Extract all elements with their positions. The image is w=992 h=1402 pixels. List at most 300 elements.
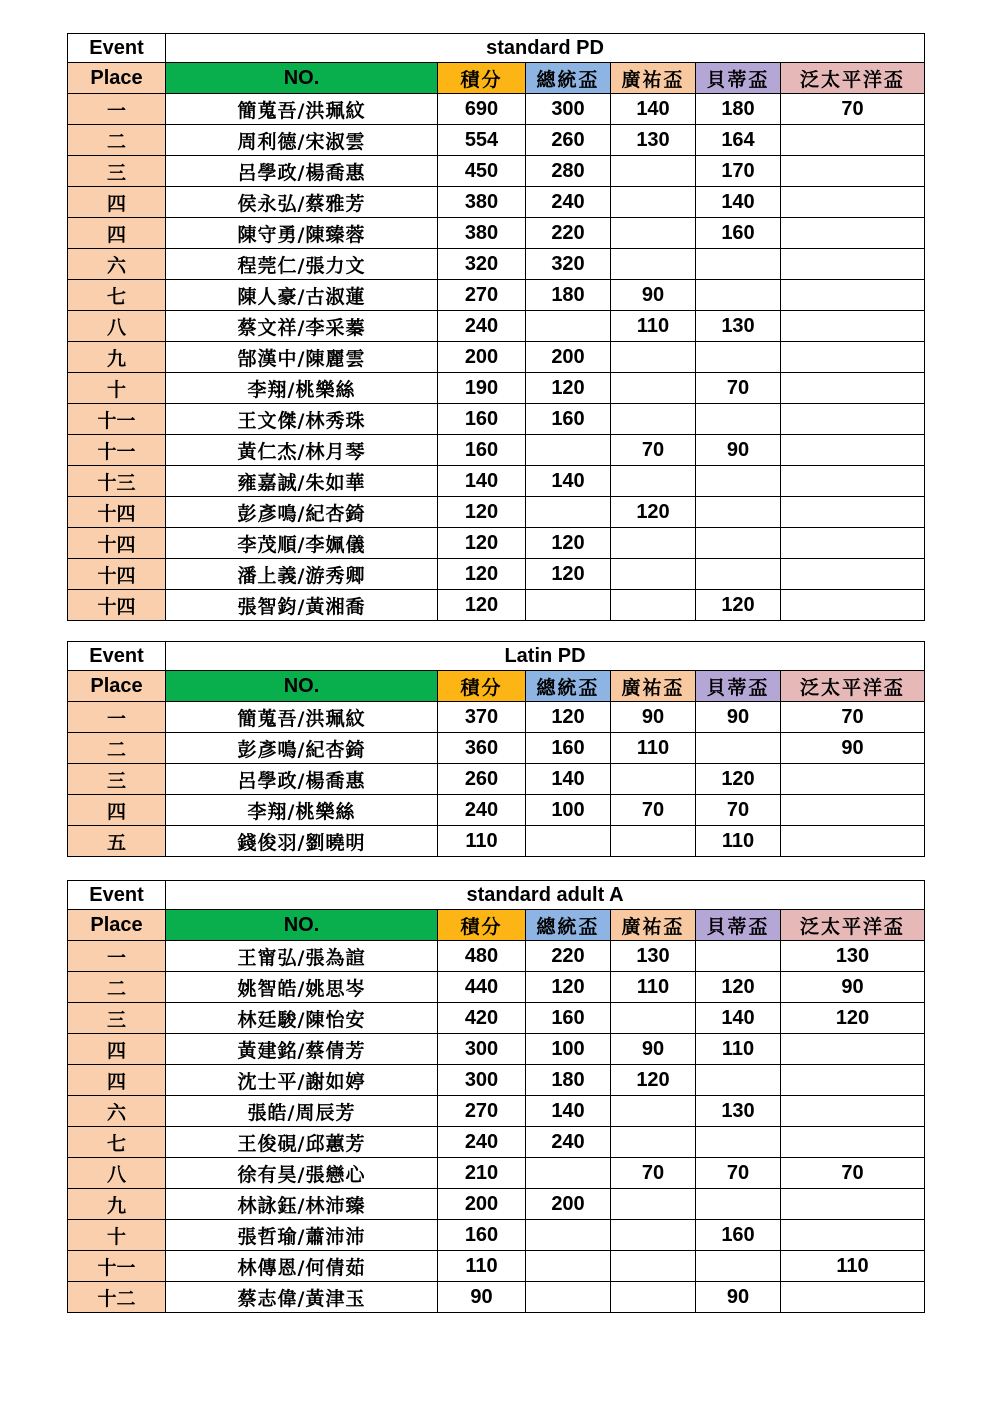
total-points-cell: 160 (438, 404, 526, 435)
couple-name-cell: 雍嘉誠/朱如華 (166, 466, 438, 497)
couple-name-cell: 彭彥鳴/紀杏錡 (166, 497, 438, 528)
guangyou-cup-cell: 110 (611, 733, 696, 764)
fantai-cup-cell (781, 795, 925, 826)
table-row (68, 702, 925, 733)
guangyou-cup-cell: 90 (611, 1034, 696, 1065)
table-row (68, 1065, 925, 1096)
total-points-cell: 300 (438, 1065, 526, 1096)
total-points-header: 積分 (438, 63, 526, 94)
zongtong-cup-cell: 120 (526, 528, 611, 559)
fantai-cup-cell (781, 280, 925, 311)
zongtong-cup-header: 總統盃 (526, 63, 611, 94)
guangyou-cup-cell: 120 (611, 497, 696, 528)
table-row (68, 1127, 925, 1158)
guangyou-cup-header: 廣祐盃 (611, 671, 696, 702)
beidi-cup-cell: 180 (696, 94, 781, 125)
header-row (68, 63, 925, 94)
couple-name-cell: 黃仁杰/林月琴 (166, 435, 438, 466)
place-cell: 二 (68, 972, 166, 1003)
guangyou-cup-cell (611, 559, 696, 590)
fantai-cup-cell (781, 466, 925, 497)
place-cell: 八 (68, 311, 166, 342)
guangyou-cup-cell: 120 (611, 1065, 696, 1096)
event-row (68, 881, 925, 910)
couple-name-cell: 潘上義/游秀卿 (166, 559, 438, 590)
event-label: Event (68, 642, 166, 671)
table-row (68, 826, 925, 857)
beidi-cup-cell (696, 404, 781, 435)
standings-table (67, 880, 925, 1313)
place-cell: 十二 (68, 1282, 166, 1313)
fantai-cup-cell (781, 1282, 925, 1313)
total-points-cell: 300 (438, 1034, 526, 1065)
couple-name-cell: 黃建銘/蔡倩芳 (166, 1034, 438, 1065)
total-points-cell: 120 (438, 528, 526, 559)
couple-name-cell: 王俊硯/邱蕙芳 (166, 1127, 438, 1158)
total-points-cell: 380 (438, 187, 526, 218)
beidi-cup-cell: 160 (696, 218, 781, 249)
zongtong-cup-cell (526, 1158, 611, 1189)
table-row (68, 528, 925, 559)
zongtong-cup-cell (526, 1220, 611, 1251)
place-cell: 一 (68, 941, 166, 972)
fantai-cup-cell (781, 497, 925, 528)
fantai-cup-cell (781, 826, 925, 857)
place-cell: 二 (68, 125, 166, 156)
beidi-cup-cell: 120 (696, 972, 781, 1003)
total-points-cell: 270 (438, 1096, 526, 1127)
beidi-cup-cell: 90 (696, 435, 781, 466)
zongtong-cup-cell: 140 (526, 764, 611, 795)
table-row (68, 187, 925, 218)
place-cell: 十四 (68, 590, 166, 621)
fantai-cup-cell (781, 1127, 925, 1158)
fantai-cup-cell (781, 125, 925, 156)
standings-table (67, 33, 925, 621)
place-cell: 十一 (68, 404, 166, 435)
total-points-cell: 210 (438, 1158, 526, 1189)
place-cell: 九 (68, 342, 166, 373)
zongtong-cup-cell: 260 (526, 125, 611, 156)
couple-name-cell: 郜漢中/陳麗雲 (166, 342, 438, 373)
guangyou-cup-header: 廣祐盃 (611, 910, 696, 941)
fantai-cup-cell (781, 528, 925, 559)
zongtong-cup-cell: 120 (526, 373, 611, 404)
fantai-cup-cell (781, 1065, 925, 1096)
fantai-cup-cell: 110 (781, 1251, 925, 1282)
beidi-cup-cell: 130 (696, 1096, 781, 1127)
table-row (68, 941, 925, 972)
place-cell: 十三 (68, 466, 166, 497)
place-header: Place (68, 63, 166, 94)
place-cell: 十四 (68, 528, 166, 559)
beidi-cup-header: 貝蒂盃 (696, 63, 781, 94)
beidi-cup-cell: 140 (696, 187, 781, 218)
place-cell: 六 (68, 1096, 166, 1127)
fantai-cup-cell: 70 (781, 702, 925, 733)
total-points-cell: 120 (438, 590, 526, 621)
place-cell: 四 (68, 218, 166, 249)
table-row (68, 1220, 925, 1251)
guangyou-cup-cell: 130 (611, 125, 696, 156)
place-cell: 五 (68, 826, 166, 857)
place-cell: 七 (68, 280, 166, 311)
guangyou-cup-cell (611, 1003, 696, 1034)
fantai-cup-cell (781, 373, 925, 404)
zongtong-cup-cell: 100 (526, 1034, 611, 1065)
guangyou-cup-cell: 130 (611, 941, 696, 972)
fantai-cup-cell: 90 (781, 733, 925, 764)
total-points-cell: 450 (438, 156, 526, 187)
beidi-cup-cell: 90 (696, 702, 781, 733)
guangyou-cup-cell (611, 404, 696, 435)
guangyou-cup-cell (611, 528, 696, 559)
couple-name-cell: 陳守勇/陳臻蓉 (166, 218, 438, 249)
zongtong-cup-cell (526, 590, 611, 621)
table-row (68, 795, 925, 826)
beidi-cup-cell: 70 (696, 795, 781, 826)
no-header: NO. (166, 63, 438, 94)
table-row (68, 249, 925, 280)
place-cell: 三 (68, 764, 166, 795)
table-row (68, 342, 925, 373)
table-row (68, 1003, 925, 1034)
guangyou-cup-cell: 90 (611, 702, 696, 733)
guangyou-cup-cell (611, 590, 696, 621)
fantai-cup-cell: 90 (781, 972, 925, 1003)
zongtong-cup-cell: 140 (526, 466, 611, 497)
no-header: NO. (166, 910, 438, 941)
guangyou-cup-cell (611, 1096, 696, 1127)
beidi-cup-cell (696, 497, 781, 528)
total-points-cell: 120 (438, 497, 526, 528)
fantai-cup-cell (781, 249, 925, 280)
total-points-cell: 160 (438, 1220, 526, 1251)
beidi-cup-cell: 90 (696, 1282, 781, 1313)
total-points-cell: 554 (438, 125, 526, 156)
total-points-cell: 90 (438, 1282, 526, 1313)
beidi-cup-cell: 70 (696, 373, 781, 404)
place-cell: 四 (68, 187, 166, 218)
guangyou-cup-cell: 70 (611, 795, 696, 826)
place-cell: 二 (68, 733, 166, 764)
guangyou-cup-cell (611, 218, 696, 249)
place-cell: 三 (68, 1003, 166, 1034)
zongtong-cup-cell: 120 (526, 702, 611, 733)
place-cell: 十四 (68, 559, 166, 590)
zongtong-cup-cell: 160 (526, 733, 611, 764)
fantai-cup-header: 泛太平洋盃 (781, 671, 925, 702)
couple-name-cell: 林傳恩/何倩茹 (166, 1251, 438, 1282)
place-cell: 十 (68, 373, 166, 404)
beidi-cup-header: 貝蒂盃 (696, 671, 781, 702)
beidi-cup-cell (696, 1251, 781, 1282)
place-cell: 四 (68, 795, 166, 826)
couple-name-cell: 簡蒐吾/洪珮紋 (166, 702, 438, 733)
table-row (68, 1189, 925, 1220)
fantai-cup-cell: 120 (781, 1003, 925, 1034)
place-cell: 十四 (68, 497, 166, 528)
beidi-cup-cell: 140 (696, 1003, 781, 1034)
zongtong-cup-cell (526, 1282, 611, 1313)
fantai-cup-cell (781, 311, 925, 342)
zongtong-cup-cell: 120 (526, 972, 611, 1003)
table-row (68, 497, 925, 528)
fantai-cup-cell (781, 218, 925, 249)
total-points-cell: 260 (438, 764, 526, 795)
event-name: standard adult A (166, 881, 925, 910)
table-row (68, 218, 925, 249)
fantai-cup-cell: 70 (781, 1158, 925, 1189)
event-label: Event (68, 34, 166, 63)
beidi-cup-cell: 164 (696, 125, 781, 156)
guangyou-cup-cell (611, 466, 696, 497)
couple-name-cell: 蔡文祥/李采蓁 (166, 311, 438, 342)
zongtong-cup-cell (526, 826, 611, 857)
beidi-cup-header: 貝蒂盃 (696, 910, 781, 941)
no-header: NO. (166, 671, 438, 702)
couple-name-cell: 陳人豪/古淑蓮 (166, 280, 438, 311)
guangyou-cup-cell (611, 1127, 696, 1158)
fantai-cup-cell (781, 187, 925, 218)
couple-name-cell: 張智鈞/黃湘喬 (166, 590, 438, 621)
zongtong-cup-cell: 200 (526, 1189, 611, 1220)
zongtong-cup-header: 總統盃 (526, 671, 611, 702)
zongtong-cup-cell (526, 435, 611, 466)
beidi-cup-cell: 110 (696, 1034, 781, 1065)
zongtong-cup-cell: 160 (526, 1003, 611, 1034)
table-row (68, 972, 925, 1003)
beidi-cup-cell (696, 280, 781, 311)
place-cell: 四 (68, 1065, 166, 1096)
fantai-cup-cell: 130 (781, 941, 925, 972)
beidi-cup-cell (696, 733, 781, 764)
place-cell: 七 (68, 1127, 166, 1158)
standings-table (67, 641, 925, 857)
table-row (68, 1251, 925, 1282)
table-row (68, 156, 925, 187)
fantai-cup-header: 泛太平洋盃 (781, 910, 925, 941)
table-body (68, 642, 925, 857)
guangyou-cup-cell (611, 826, 696, 857)
total-points-cell: 240 (438, 1127, 526, 1158)
place-cell: 四 (68, 1034, 166, 1065)
zongtong-cup-cell: 180 (526, 280, 611, 311)
couple-name-cell: 徐有昊/張戀心 (166, 1158, 438, 1189)
zongtong-cup-cell: 140 (526, 1096, 611, 1127)
total-points-header: 積分 (438, 671, 526, 702)
couple-name-cell: 侯永弘/蔡雅芳 (166, 187, 438, 218)
fantai-cup-cell (781, 1189, 925, 1220)
total-points-cell: 420 (438, 1003, 526, 1034)
table-row (68, 311, 925, 342)
place-header: Place (68, 910, 166, 941)
total-points-cell: 240 (438, 311, 526, 342)
fantai-cup-cell (781, 435, 925, 466)
total-points-cell: 140 (438, 466, 526, 497)
total-points-cell: 200 (438, 1189, 526, 1220)
zongtong-cup-cell: 240 (526, 187, 611, 218)
zongtong-cup-cell: 100 (526, 795, 611, 826)
beidi-cup-cell: 120 (696, 764, 781, 795)
table-row (68, 1096, 925, 1127)
couple-name-cell: 李翔/桃樂絲 (166, 373, 438, 404)
table-row (68, 764, 925, 795)
couple-name-cell: 呂學政/楊喬惠 (166, 156, 438, 187)
header-row (68, 910, 925, 941)
couple-name-cell: 張哲瑜/蕭沛沛 (166, 1220, 438, 1251)
couple-name-cell: 李翔/桃樂絲 (166, 795, 438, 826)
table-row (68, 373, 925, 404)
beidi-cup-cell: 170 (696, 156, 781, 187)
couple-name-cell: 程莞仁/張力文 (166, 249, 438, 280)
couple-name-cell: 簡蒐吾/洪珮紋 (166, 94, 438, 125)
guangyou-cup-cell (611, 342, 696, 373)
guangyou-cup-cell (611, 764, 696, 795)
beidi-cup-cell (696, 1065, 781, 1096)
table-row (68, 1158, 925, 1189)
guangyou-cup-cell (611, 373, 696, 404)
place-cell: 六 (68, 249, 166, 280)
table-row (68, 125, 925, 156)
place-cell: 三 (68, 156, 166, 187)
fantai-cup-cell (781, 1096, 925, 1127)
guangyou-cup-cell: 110 (611, 972, 696, 1003)
couple-name-cell: 蔡志偉/黃津玉 (166, 1282, 438, 1313)
fantai-cup-cell (781, 1034, 925, 1065)
couple-name-cell: 呂學政/楊喬惠 (166, 764, 438, 795)
guangyou-cup-cell (611, 1220, 696, 1251)
place-cell: 一 (68, 94, 166, 125)
table-row (68, 435, 925, 466)
place-cell: 十一 (68, 1251, 166, 1282)
table-row (68, 280, 925, 311)
fantai-cup-cell (781, 764, 925, 795)
beidi-cup-cell (696, 559, 781, 590)
total-points-cell: 110 (438, 826, 526, 857)
table-row (68, 590, 925, 621)
couple-name-cell: 林廷駿/陳怡安 (166, 1003, 438, 1034)
table-row (68, 466, 925, 497)
total-points-cell: 110 (438, 1251, 526, 1282)
couple-name-cell: 林詠鈺/林沛臻 (166, 1189, 438, 1220)
zongtong-cup-cell: 220 (526, 218, 611, 249)
couple-name-cell: 王甯弘/張為諠 (166, 941, 438, 972)
event-name: standard PD (166, 34, 925, 63)
table-body (68, 881, 925, 1313)
table-row (68, 559, 925, 590)
beidi-cup-cell (696, 1127, 781, 1158)
zongtong-cup-cell: 200 (526, 342, 611, 373)
header-row (68, 671, 925, 702)
beidi-cup-cell (696, 466, 781, 497)
table-row (68, 94, 925, 125)
zongtong-cup-cell: 320 (526, 249, 611, 280)
couple-name-cell: 彭彥鳴/紀杏錡 (166, 733, 438, 764)
table-row (68, 733, 925, 764)
place-cell: 一 (68, 702, 166, 733)
guangyou-cup-cell (611, 1251, 696, 1282)
guangyou-cup-cell (611, 156, 696, 187)
total-points-cell: 690 (438, 94, 526, 125)
beidi-cup-cell: 120 (696, 590, 781, 621)
zongtong-cup-header: 總統盃 (526, 910, 611, 941)
couple-name-cell: 李茂順/李姵儀 (166, 528, 438, 559)
couple-name-cell: 姚智皓/姚思岑 (166, 972, 438, 1003)
table-row (68, 1034, 925, 1065)
total-points-cell: 200 (438, 342, 526, 373)
fantai-cup-cell (781, 590, 925, 621)
fantai-cup-cell (781, 156, 925, 187)
total-points-cell: 380 (438, 218, 526, 249)
total-points-cell: 440 (438, 972, 526, 1003)
zongtong-cup-cell (526, 1251, 611, 1282)
total-points-header: 積分 (438, 910, 526, 941)
fantai-cup-cell (781, 342, 925, 373)
beidi-cup-cell: 70 (696, 1158, 781, 1189)
fantai-cup-header: 泛太平洋盃 (781, 63, 925, 94)
event-name: Latin PD (166, 642, 925, 671)
total-points-cell: 320 (438, 249, 526, 280)
total-points-cell: 240 (438, 795, 526, 826)
guangyou-cup-cell: 70 (611, 435, 696, 466)
beidi-cup-cell (696, 249, 781, 280)
zongtong-cup-cell: 240 (526, 1127, 611, 1158)
zongtong-cup-cell (526, 311, 611, 342)
total-points-cell: 360 (438, 733, 526, 764)
place-cell: 八 (68, 1158, 166, 1189)
zongtong-cup-cell: 160 (526, 404, 611, 435)
guangyou-cup-cell (611, 249, 696, 280)
beidi-cup-cell (696, 1189, 781, 1220)
couple-name-cell: 沈士平/謝如婷 (166, 1065, 438, 1096)
zongtong-cup-cell: 180 (526, 1065, 611, 1096)
zongtong-cup-cell: 280 (526, 156, 611, 187)
couple-name-cell: 張皓/周辰芳 (166, 1096, 438, 1127)
event-row (68, 34, 925, 63)
beidi-cup-cell: 130 (696, 311, 781, 342)
table-row (68, 404, 925, 435)
beidi-cup-cell (696, 342, 781, 373)
fantai-cup-cell (781, 404, 925, 435)
zongtong-cup-cell: 300 (526, 94, 611, 125)
guangyou-cup-cell: 70 (611, 1158, 696, 1189)
fantai-cup-cell: 70 (781, 94, 925, 125)
guangyou-cup-cell: 90 (611, 280, 696, 311)
guangyou-cup-cell: 140 (611, 94, 696, 125)
beidi-cup-cell (696, 528, 781, 559)
couple-name-cell: 王文傑/林秀珠 (166, 404, 438, 435)
guangyou-cup-header: 廣祐盃 (611, 63, 696, 94)
guangyou-cup-cell: 110 (611, 311, 696, 342)
guangyou-cup-cell (611, 1189, 696, 1220)
guangyou-cup-cell (611, 187, 696, 218)
total-points-cell: 270 (438, 280, 526, 311)
table-body (68, 34, 925, 621)
zongtong-cup-cell: 220 (526, 941, 611, 972)
beidi-cup-cell: 110 (696, 826, 781, 857)
beidi-cup-cell: 160 (696, 1220, 781, 1251)
place-cell: 九 (68, 1189, 166, 1220)
event-label: Event (68, 881, 166, 910)
couple-name-cell: 周利德/宋淑雲 (166, 125, 438, 156)
place-cell: 十 (68, 1220, 166, 1251)
event-row (68, 642, 925, 671)
total-points-cell: 370 (438, 702, 526, 733)
total-points-cell: 190 (438, 373, 526, 404)
zongtong-cup-cell (526, 497, 611, 528)
place-cell: 十一 (68, 435, 166, 466)
